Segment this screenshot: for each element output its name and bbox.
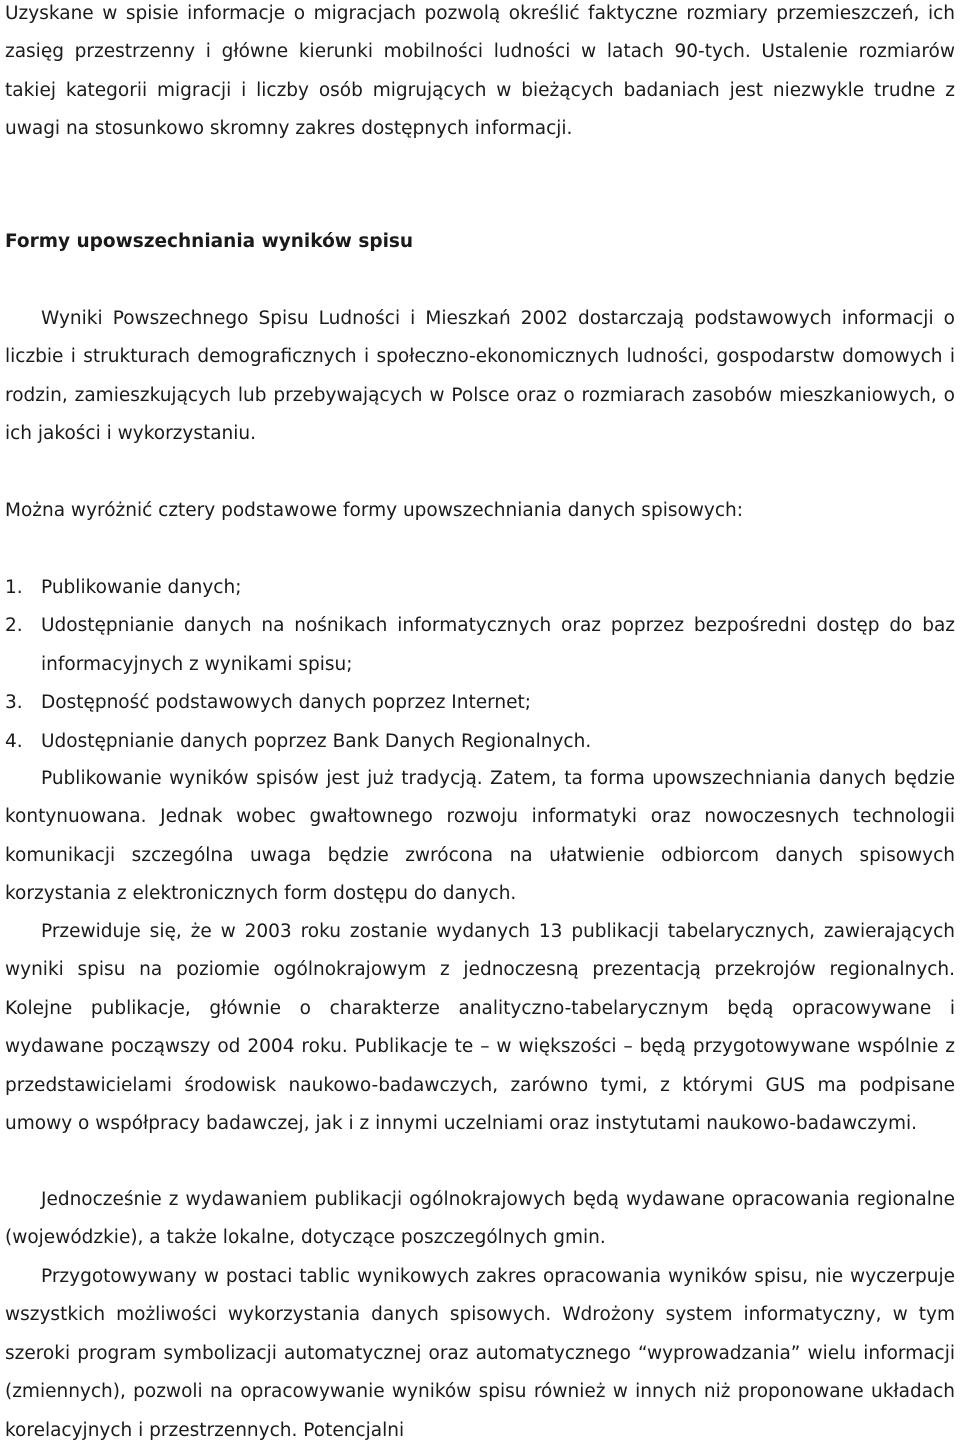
list-item-number: 4. (5, 730, 23, 752)
paragraph-publishing-tradition: Publikowanie wyników spisów jest już tradycją. Zatem, ta forma upowszechniania danych będzie kontynuowana. Jednak wobec gwałtownego rozwoju informatyki oraz nowoczesnych technologii komunikacji szczególna uwaga będzie zwrócona na ułatwienie odbiorcom danych spisowych korzystania z elektronicznych form dostępu do danych. (5, 768, 955, 905)
list-item-text: Udostępnianie danych poprzez Bank Danych Regionalnych. (41, 730, 592, 752)
list-item-number: 2. (5, 615, 23, 637)
list-item-number: 1. (5, 577, 23, 598)
paragraph-publications-2003: Przewiduje się, że w 2003 roku zostanie wydanych 13 publikacji tabelarycznych, zawierających wyniki spisu na poziomie ogólnokrajowym z jednoczesną prezentacją przekrojów regionalnych. Kolejne publikacje, głównie o charakterze analityczno-tabelarycznym będą opracowywane i wydawane począwszy od 2004 roku. Publikacje te – w większości – będą przygotowywane wspólnie z przedstawicielami środowisk naukowo-badawczych, zarówno tymi, z którymi GUS ma podpisane umowy o współpracy badawczej, jak i z innymi uczelniami oraz instytutami naukowo-badawczymi. (5, 921, 955, 1135)
list-item-text: Dostępność podstawowych danych poprzez Internet; (41, 692, 531, 714)
paragraph-census-results: Wyniki Powszechnego Spisu Ludności i Mieszkań 2002 dostarczają podstawowych informacji o liczbie i strukturach demograficznych i społeczno-ekonomicznych ludności, gospodarstw domowych i rodzin, zamieszkujących lub przebywających w Polsce oraz o rozmiarach zasobów mieszkaniowych, o ich jakości i wykorzystaniu. (5, 308, 955, 445)
list-item-text: Udostępnianie danych na nośnikach informatycznych oraz poprzez bezpośredni dostęp do baz informacyjnych z wynikami spisu; (41, 615, 955, 675)
section-heading: Formy upowszechniania wyników spisu (5, 231, 414, 252)
list-item (5, 684, 955, 722)
paragraph-regional-publications: Jednocześnie z wydawaniem publikacji ogólnokrajowych będą wydawane opracowania regionalne (wojewódzkie), a także lokalne, dotyczące poszczególnych gmin. (5, 1189, 955, 1249)
list-item (5, 607, 955, 684)
forms-list (5, 569, 955, 761)
list-item-text: Publikowanie danych; (41, 577, 242, 598)
list-item (5, 569, 955, 607)
paragraph-forms-intro: Można wyróżnić cztery podstawowe formy upowszechniania danych spisowych: (5, 500, 743, 521)
paragraph-data-possibilities: Przygotowywany w postaci tablic wynikowych zakres opracowania wyników spisu, nie wyczerpuje wszystkich możliwości wykorzystania danych spisowych. Wdrożony system informatyczny, w tym szeroki program symbolizacji automatycznej oraz automatycznego “wyprowadzania” wielu informacji (zmiennych), pozwoli na opracowywanie wyników spisu również w innych niż proponowane układach korelacyjnych i przestrzennych. Potencjalni (5, 1266, 955, 1441)
paragraph-migration: Uzyskane w spisie informacje o migracjach pozwolą określić faktyczne rozmiary przemieszczeń, ich zasięg przestrzenny i główne kierunki mobilności ludności w latach 90-tych. Ustalenie rozmiarów takiej kategorii migracji i liczby osób migrujących w bieżących badaniach jest niezwykle trudne z uwagi na stosunkowo skromny zakres dostępnych informacji. (5, 3, 955, 140)
list-item-number: 3. (5, 692, 23, 714)
list-item (5, 723, 955, 761)
